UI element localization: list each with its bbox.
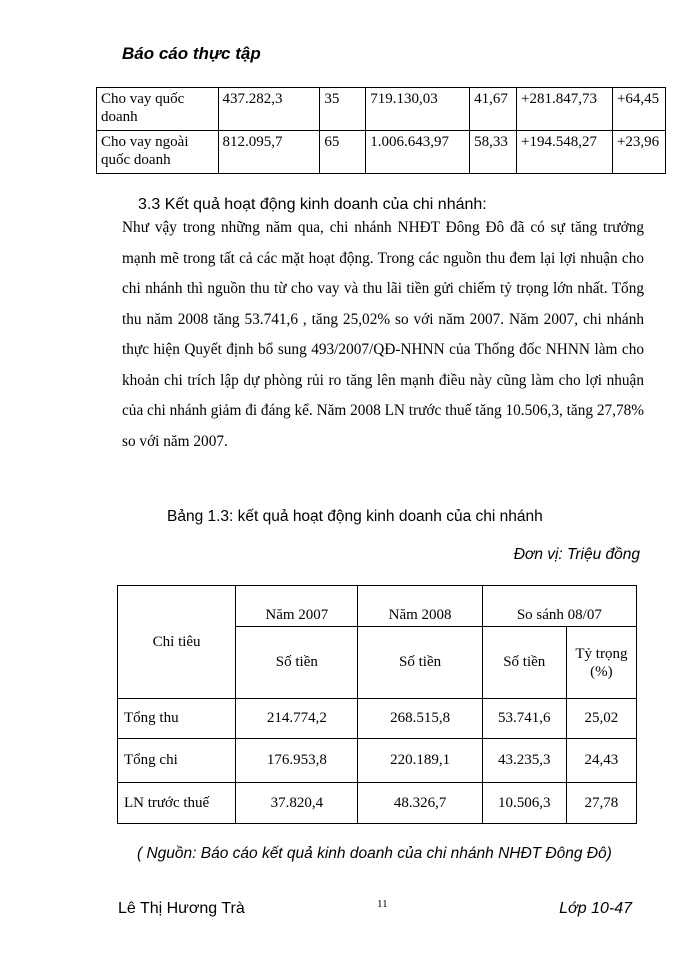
loan-2007-ratio-cell: 65 [320,131,366,174]
row-amount-cell: 10.506,3 [482,783,566,824]
section-body: Như vậy trong những năm qua, chi nhánh NHĐT Đông Đô đã có sự tăng trưởng mạnh mẽ trong tất cả các mặt hoạt động. Trong các nguồn thu đem lại lợi nhuận cho chi nhánh thì nguồn thu từ cho vay và thu lãi tiền gửi chiếm tỷ trọng lớn nhất. Tổng thu năm 2008 tăng 53.741,6 , tăng 25,02% so với năm 2007. Năm 2007, chi nhánh thực hiện Quyết định bổ sung 493/2007/QĐ-NHNN của Thống đốc NHNN làm cho khoản chi trích lập dự phòng rủi ro tăng lên mạnh điều này cũng làm cho lợi nhuận của chi nhánh giảm đi đáng kể. Năm 2008 LN trước thuế tăng 10.506,3, tăng 27,78% so với năm 2007. [122,219,644,450]
table-header-row [118,586,637,627]
row-amount-cell: 43.235,3 [482,739,566,783]
header-amount-2008: Số tiền [358,627,482,699]
header-compare: So sánh 08/07 [482,586,636,627]
row-ratio-cell: 24,43 [566,739,636,783]
row-2008-cell: 48.326,7 [358,783,482,824]
footer-author: Lê Thị Hương Trà [118,900,245,917]
loan-name-cell: Cho vay ngoài quốc doanh [97,131,219,174]
loan-2008-ratio-cell: 41,67 [470,88,517,131]
row-2007-cell: 37.820,4 [236,783,358,824]
row-indicator-cell: Tổng thu [118,699,236,739]
table-row [97,88,666,131]
table-row [118,783,637,824]
header-year-2007: Năm 2007 [236,586,358,627]
loan-pct-cell: +23,96 [612,131,665,174]
loan-2007-value-cell: 437.282,3 [218,88,320,131]
header-amount-2007: Số tiền [236,627,358,699]
loan-2007-value-cell: 812.095,7 [218,131,320,174]
footer-class: Lớp 10-47 [559,900,632,917]
table-row [118,699,637,739]
header-year-2008: Năm 2008 [358,586,482,627]
row-indicator-cell: Tổng chi [118,739,236,783]
row-indicator-cell: LN trước thuế [118,783,236,824]
header-indicator: Chỉ tiêu [118,586,236,699]
table-unit: Đơn vị: Triệu đồng [513,546,640,563]
loan-diff-cell: +194.548,27 [517,131,613,174]
table-caption: Bảng 1.3: kết quả hoạt động kinh doanh của chi nhánh [167,508,543,525]
row-2008-cell: 220.189,1 [358,739,482,783]
loan-name-cell: Cho vay quốc doanh [97,88,219,131]
loan-2008-ratio-cell: 58,33 [470,131,517,174]
section-title: 3.3 Kết quả hoạt động kinh doanh của chi nhánh: [138,196,487,213]
loan-2008-value-cell: 1.006.643,97 [366,131,470,174]
loan-pct-cell: +64,45 [612,88,665,131]
loan-diff-cell: +281.847,73 [517,88,613,131]
footer-page-number: 11 [377,898,388,910]
loan-2007-ratio-cell: 35 [320,88,366,131]
row-amount-cell: 53.741,6 [482,699,566,739]
row-ratio-cell: 25,02 [566,699,636,739]
row-2008-cell: 268.515,8 [358,699,482,739]
table-row [118,739,637,783]
header-ratio: Tỷ trọng (%) [566,627,636,699]
loan-2008-value-cell: 719.130,03 [366,88,470,131]
loan-table [96,87,666,174]
table-source-note: ( Nguồn: Báo cáo kết quả kinh doanh của chi nhánh NHĐT Đông Đô) [137,845,612,862]
result-table [117,585,637,824]
header-amount-compare: Số tiền [482,627,566,699]
report-header: Báo cáo thực tập [122,44,261,63]
row-2007-cell: 214.774,2 [236,699,358,739]
row-ratio-cell: 27,78 [566,783,636,824]
row-2007-cell: 176.953,8 [236,739,358,783]
table-row [97,131,666,174]
